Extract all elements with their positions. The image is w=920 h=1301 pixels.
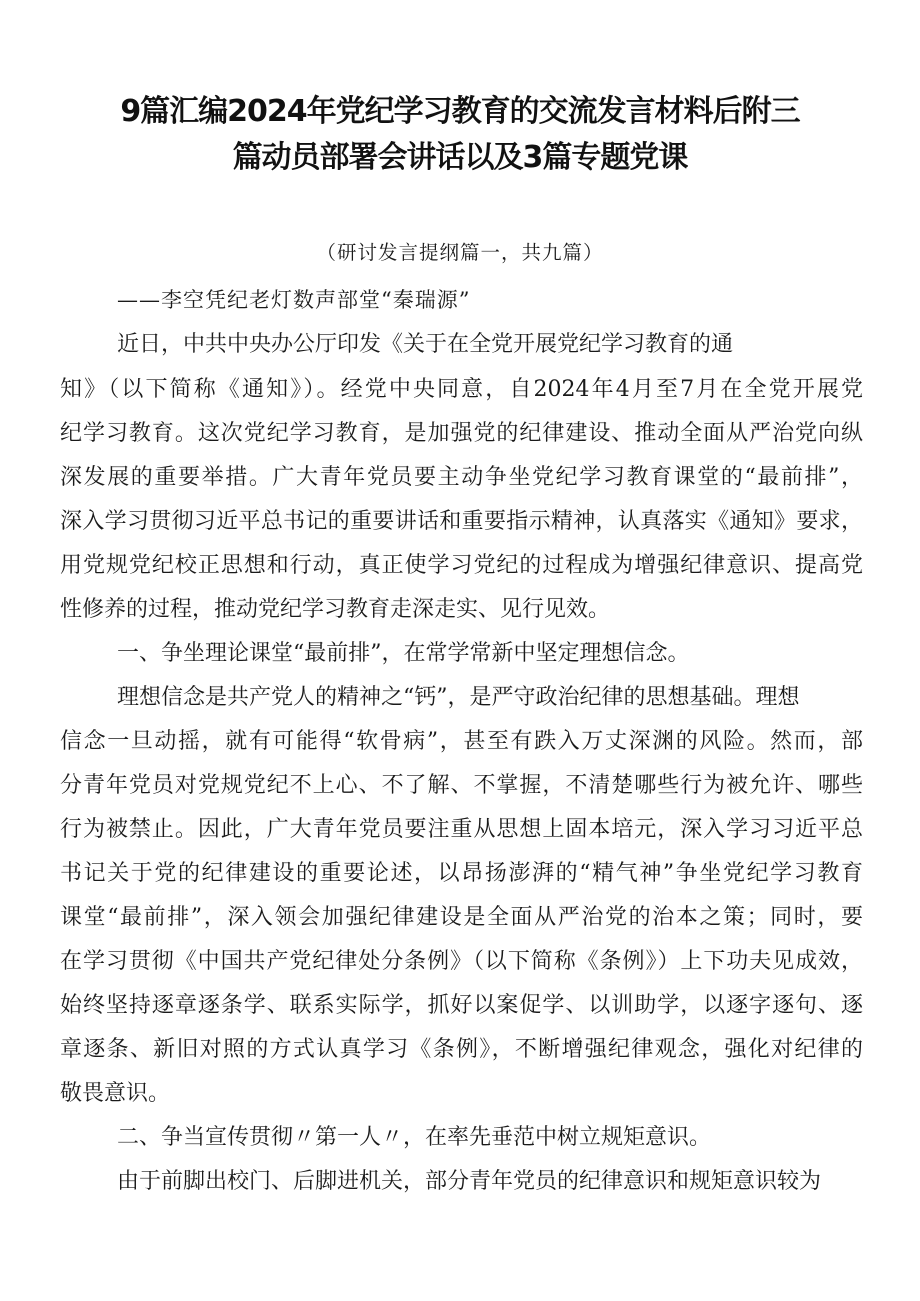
document-title-line-2: 篇动员部署会讲话以及3篇专题党课 — [232, 140, 688, 175]
paragraph-line: 深发展的重要举措。广大青年党员要主动争坐党纪学习教育课堂的“最前排”， — [60, 465, 863, 490]
paragraph-line: 性修养的过程，推动党纪学习教育走深走实、见行见效。 — [60, 597, 611, 622]
paragraph-line: 分青年党员对党规党纪不上心、不了解、不掌握，不清楚哪些行为被允许、哪些 — [60, 773, 863, 798]
paragraph-line: 近日，中共中央办公厅印发《关于在全党开展党纪学习教育的通 — [117, 332, 734, 357]
paragraph-line: 敬畏意识。 — [60, 1081, 171, 1106]
paragraph-line: 理想信念是共产党人的精神之“钙”，是严守政治纪律的思想基础。理想 — [117, 685, 800, 710]
document-subtitle: （研讨发言提纲篇一，共九篇） — [316, 241, 604, 264]
paragraph-line: 书记关于党的纪律建设的重要论述，以昂扬澎湃的“精气神”争坐党纪学习教育 — [60, 861, 863, 886]
paragraph-line: 深入学习贯彻习近平总书记的重要讲话和重要指示精神，认真落实《通知》要求， — [60, 509, 863, 534]
paragraph-line: 纪学习教育。这次党纪学习教育，是加强党的纪律建设、推动全面从严治党向纵 — [60, 421, 863, 446]
section-heading-1: 一、争坐理论课堂“最前排”，在常学常新中坚定理想信念。 — [117, 641, 690, 666]
paragraph-line: 始终坚持逐章逐条学、联系实际学，抓好以案促学、以训助学，以逐字逐句、逐 — [60, 993, 863, 1018]
paragraph-line: 由于前脚出校门、后脚进机关，部分青年党员的纪律意识和规矩意识较为 — [117, 1169, 822, 1194]
paragraph-line: 在学习贯彻《中国共产党纪律处分条例》（以下简称《条例》）上下功夫见成效， — [60, 949, 863, 974]
section-heading-2: 二、争当宣传贯彻〃第一人〃，在率先垂范中树立规矩意识。 — [117, 1125, 712, 1150]
paragraph-line: 用党规党纪校正思想和行动，真正使学习党纪的过程成为增强纪律意识、提高党 — [60, 553, 863, 578]
paragraph-line: 章逐条、新旧对照的方式认真学习《条例》，不断增强纪律观念，强化对纪律的 — [60, 1037, 863, 1062]
document-byline: ——李空凭纪老灯数声部堂“秦瑞源” — [117, 288, 471, 312]
paragraph-line: 行为被禁止。因此，广大青年党员要注重从思想上固本培元，深入学习习近平总 — [60, 817, 863, 842]
document-title-line-1: 9篇汇编2024年党纪学习教育的交流发言材料后附三 — [120, 94, 800, 129]
paragraph-line: 信念一旦动摇，就有可能得“软骨病”，甚至有跌入万丈深渊的风险。然而，部 — [60, 729, 863, 754]
paragraph-line: 课堂“最前排”，深入领会加强纪律建设是全面从严治党的治本之策；同时，要 — [60, 905, 863, 930]
paragraph-line: 知》（以下简称《通知》）。经党中央同意，自2024年4月至7月在全党开展党 — [60, 377, 863, 402]
